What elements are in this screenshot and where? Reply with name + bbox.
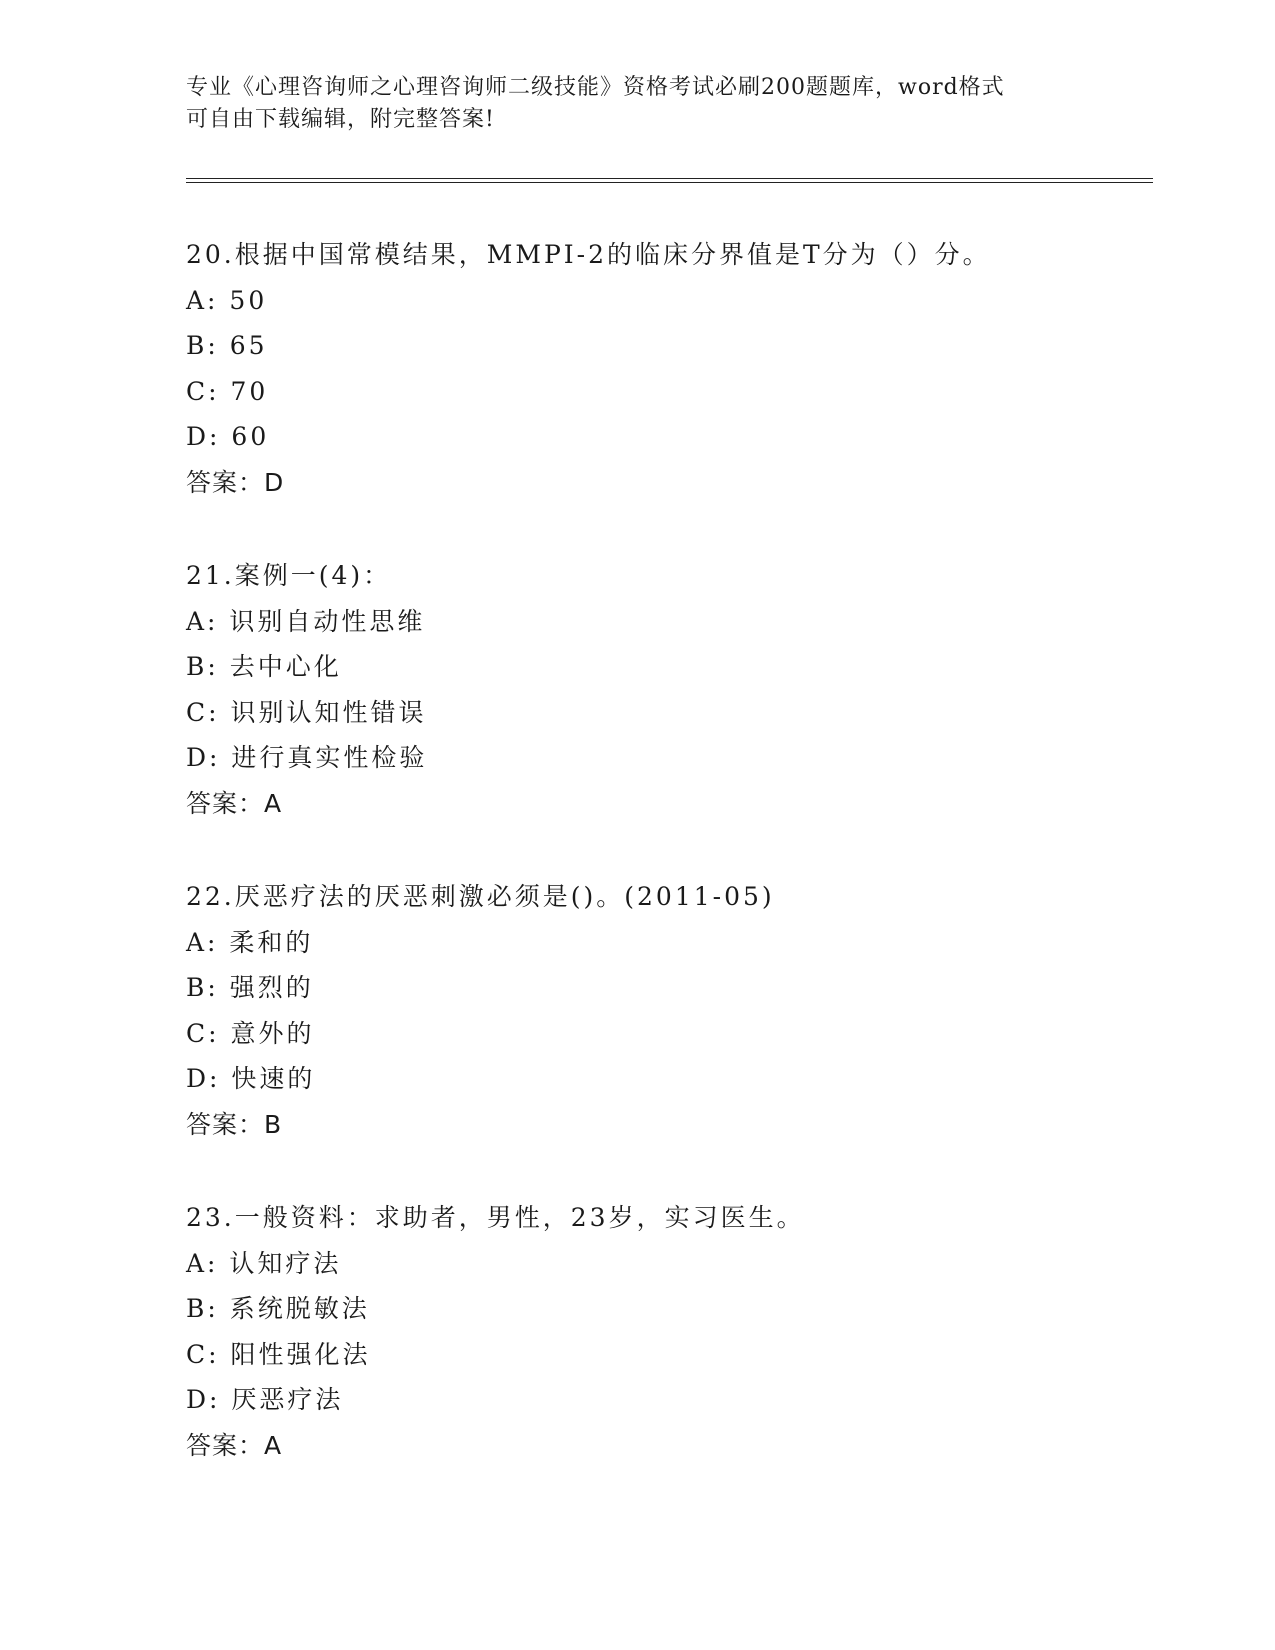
option-d: D: 快速的 <box>186 1064 316 1093</box>
header-line-1: 专业《心理咨询师之心理咨询师二级技能》资格考试必刷200题题库，word格式 <box>186 75 1005 100</box>
question-22 <box>186 874 1146 1147</box>
option-c: C: 阳性强化法 <box>186 1339 371 1369</box>
option-b: B: 65 <box>186 331 268 360</box>
option-c: C: 意外的 <box>186 1018 315 1048</box>
question-20 <box>186 232 1146 505</box>
question-title: 23.一般资料：求助者，男性，23岁，实习医生。 <box>186 1203 805 1232</box>
question-list <box>186 232 1146 1516</box>
option-d: D: 进行真实性检验 <box>186 743 428 772</box>
answer-line: 答案：A <box>186 788 283 818</box>
document-header <box>186 72 1086 136</box>
option-a: A: 认知疗法 <box>186 1248 342 1278</box>
option-a: A: 识别自动性思维 <box>186 606 426 636</box>
option-b: B: 去中心化 <box>186 652 342 681</box>
option-a: A: 柔和的 <box>186 927 314 957</box>
question-23 <box>186 1195 1146 1468</box>
option-a: A: 50 <box>186 285 268 315</box>
header-divider-bottom <box>186 182 1153 183</box>
question-title: 22.厌恶疗法的厌恶刺激必须是()。(2011-05) <box>186 882 775 911</box>
option-d: D: 60 <box>186 422 270 451</box>
option-c: C: 识别认知性错误 <box>186 697 427 727</box>
option-b: B: 强烈的 <box>186 973 314 1002</box>
question-title: 20.根据中国常模结果，MMPI-2的临床分界值是T分为（）分。 <box>186 240 991 269</box>
answer-line: 答案：A <box>186 1430 283 1460</box>
question-21 <box>186 553 1146 826</box>
header-line-2: 可自由下载编辑，附完整答案! <box>186 107 495 132</box>
question-title: 21.案例一(4)： <box>186 561 392 590</box>
answer-line: 答案：B <box>186 1109 283 1139</box>
answer-line: 答案：D <box>186 467 285 497</box>
header-divider-top <box>186 178 1153 179</box>
option-c: C: 70 <box>186 376 269 406</box>
option-b: B: 系统脱敏法 <box>186 1294 370 1323</box>
option-d: D: 厌恶疗法 <box>186 1385 344 1414</box>
